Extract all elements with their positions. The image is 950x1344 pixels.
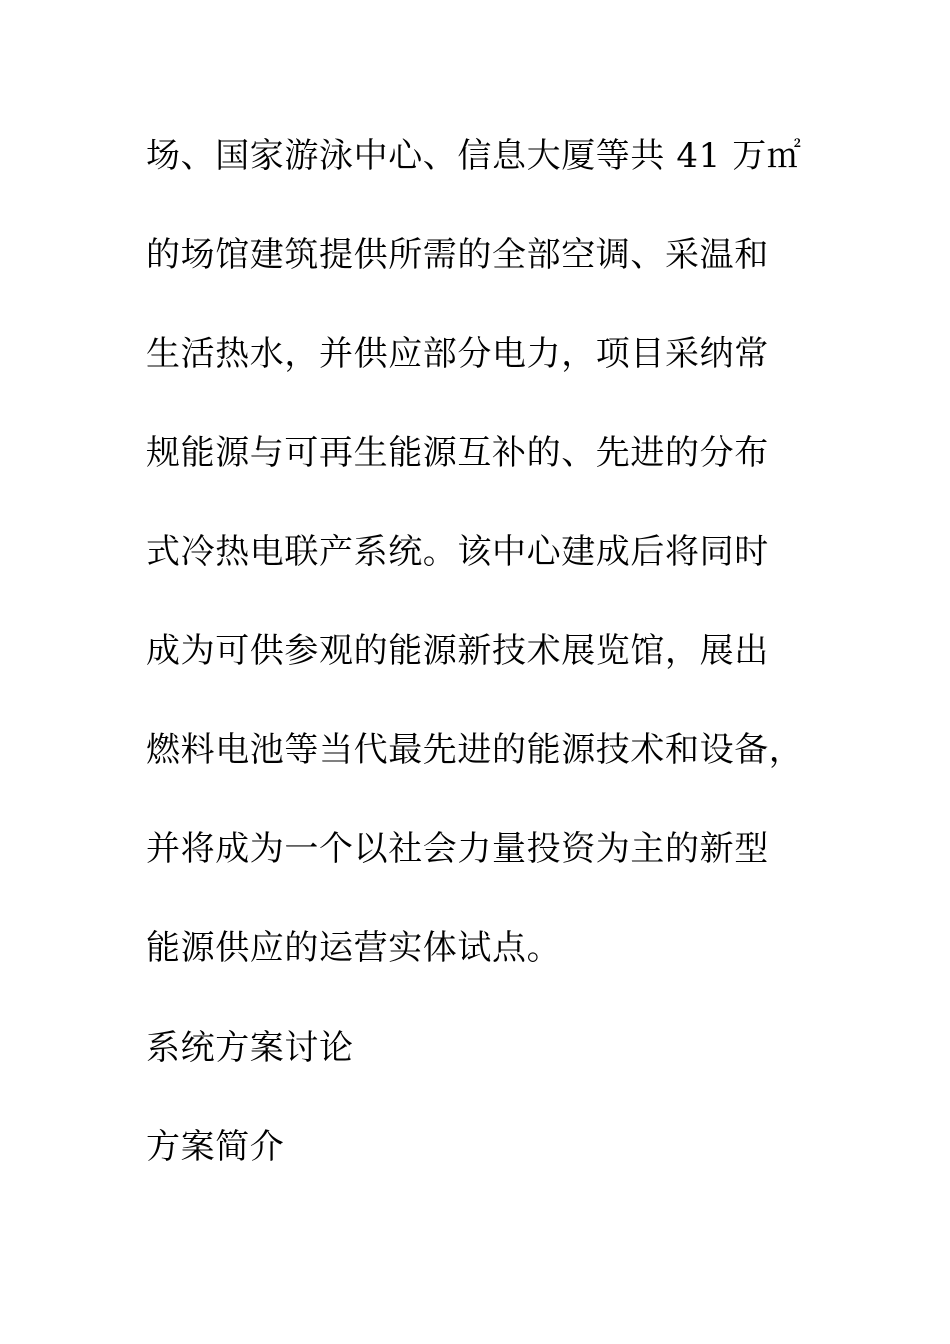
paragraph-line: 规能源与可再生能源互补的、先进的分布 [146,433,769,473]
paragraph-line: 生活热水，并供应部分电力，项目采纳常 [146,334,769,374]
section-heading: 系统方案讨论 [146,1028,354,1068]
paragraph-line: 成为可供参观的能源新技术展览馆，展出 [146,631,769,671]
paragraph-line: 式冷热电联产系统。该中心建成后将同时 [146,532,769,572]
paragraph-line: 场、国家游泳中心、信息大厦等共 41 万㎡ [146,136,802,176]
paragraph-line: 并将成为一个以社会力量投资为主的新型 [146,829,769,869]
subsection-heading: 方案简介 [146,1127,285,1167]
paragraph-line: 燃料电池等当代最先进的能源技术和设备， [146,730,804,770]
paragraph-line: 的场馆建筑提供所需的全部空调、采温和 [146,235,769,275]
paragraph-line: 能源供应的运营实体试点。 [146,928,562,968]
